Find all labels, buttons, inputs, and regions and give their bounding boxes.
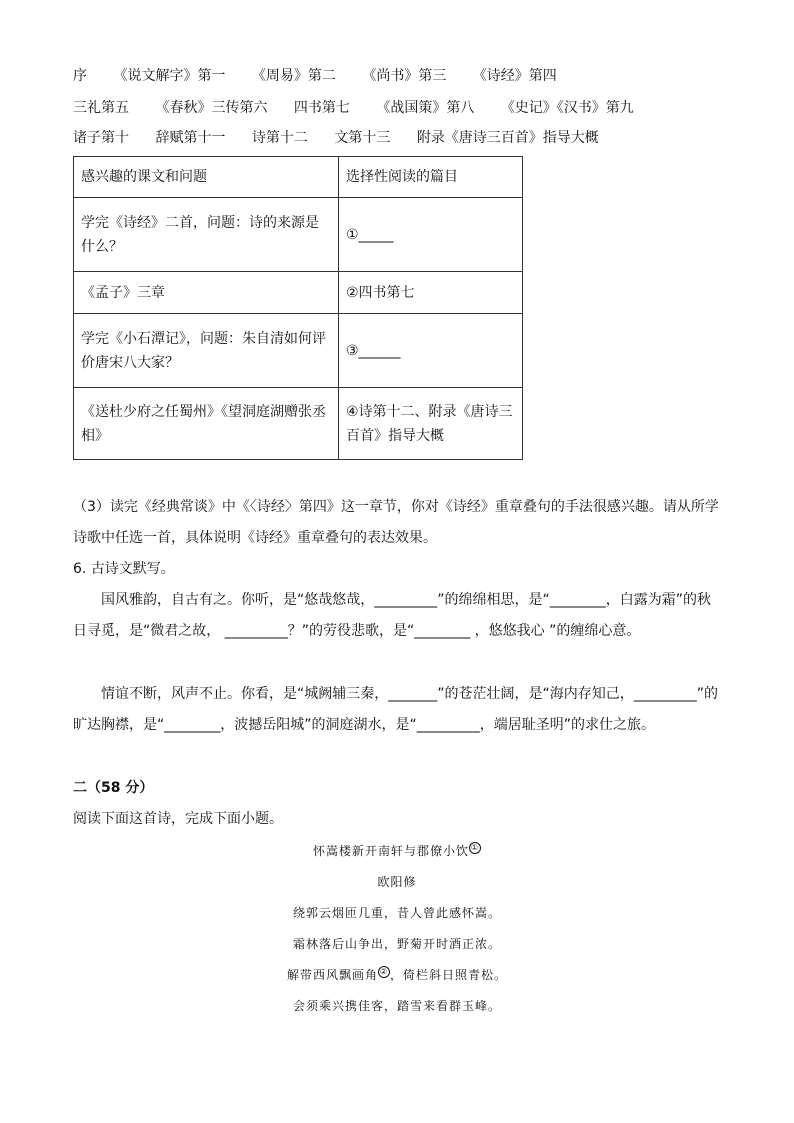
table-cell: 《孟子》三章 [74, 272, 339, 314]
table-row [74, 388, 523, 460]
toc-item: 《史记》《汉书》第九 [500, 100, 634, 116]
toc-item: 《尚书》第三 [362, 68, 447, 84]
poem-line-part: 解带西风飘画角 [286, 968, 378, 982]
toc-row-3 [73, 128, 621, 148]
toc-item: 《周易》第二 [251, 68, 336, 84]
toc-item: 《诗经》第四 [472, 68, 557, 84]
poem-title-text: 怀嵩楼新开南轩与郡僚小饮 [312, 844, 469, 858]
toc-item: 文第十三 [334, 130, 391, 146]
footnote-marker: ② [379, 967, 389, 976]
toc-item: 《战国策》第八 [376, 100, 475, 116]
poem-author: 欧阳修 [377, 875, 417, 889]
toc-item: 诗第十二 [251, 130, 308, 146]
toc-item: 序 [73, 68, 87, 84]
table-header-row [74, 157, 523, 198]
poem-line-part: ，倚栏斜日照青松。 [390, 968, 508, 982]
question-6-paragraph-1: 国风雅韵，自古有之。你听，是“悠哉悠哉，_________”的绵绵相思，是“________，白露为霜”的秋日寻觅，是“微君之故， _________？”的劳役悲歌，是“________ ，悠悠我心 ”的缠绵心意。 [73, 592, 712, 639]
question-6-paragraph-2: 情谊不断，风声不止。你看，是“城阙辅三秦，_______”的苍茫壮阔，是“海内存知己，_________”的旷达胸襟，是“________，波撼岳阳城”的洞庭湖水，是“_________，端居耻圣明”的求仕之旅。 [73, 686, 719, 733]
poem-line: 绕郭云烟匝几重，昔人曾此感怀嵩。 [292, 906, 501, 920]
poem-title [0, 842, 794, 859]
toc-item: 《说文解字》第一 [113, 68, 226, 84]
poem-line-3 [0, 966, 794, 983]
table-cell: ③______ [339, 314, 523, 388]
toc-row-2 [73, 98, 656, 118]
toc-item: 辞赋第十一 [155, 130, 226, 146]
table-cell: 学完《诗经》二首，问题：诗的来源是什么？ [74, 198, 339, 272]
table-cell: ①_____ [339, 198, 523, 272]
toc-row-1 [73, 66, 579, 86]
section-heading: 二（58 分） [73, 780, 154, 796]
table-row [74, 198, 523, 272]
table-header-cell: 选择性阅读的篇目 [339, 157, 523, 198]
toc-item: 附录《唐诗三百首》指导大概 [416, 130, 599, 146]
toc-item: 三礼第五 [73, 100, 129, 116]
table-cell: ④诗第十二、附录《唐诗三百首》指导大概 [339, 388, 523, 460]
question-3: （3）读完《经典常谈》中《〈诗经〉第四》这一章节，你对《诗经》重章叠句的手法很感兴趣。请从所学诗歌中任选一首，具体说明《诗经》重章叠句的表达效果。 [73, 499, 719, 546]
table-header-cell: 感兴趣的课文和问题 [74, 157, 339, 198]
poem-line: 霜林落后山争出，野菊开时酒正浓。 [292, 937, 501, 951]
question-6-title: 6. 古诗文默写。 [73, 561, 175, 577]
poem-line: 会须乘兴携佳客，踏雪来看群玉峰。 [292, 999, 501, 1013]
toc-item: 四书第七 [293, 100, 350, 116]
instruction-text: 阅读下面这首诗，完成下面小题。 [73, 811, 283, 827]
table-row [74, 314, 523, 388]
table-cell: 《送杜少府之任蜀州》《望洞庭湖赠张丞相》 [74, 388, 339, 460]
footnote-marker: ① [470, 843, 480, 852]
table-row [74, 272, 523, 314]
table-cell: ②四书第七 [339, 272, 523, 314]
reading-table [73, 156, 523, 460]
toc-item: 诸子第十 [73, 130, 129, 146]
toc-item: 《春秋》三传第六 [155, 100, 268, 116]
table-cell: 学完《小石潭记》，问题：朱自清如何评价唐宋八大家？ [74, 314, 339, 388]
